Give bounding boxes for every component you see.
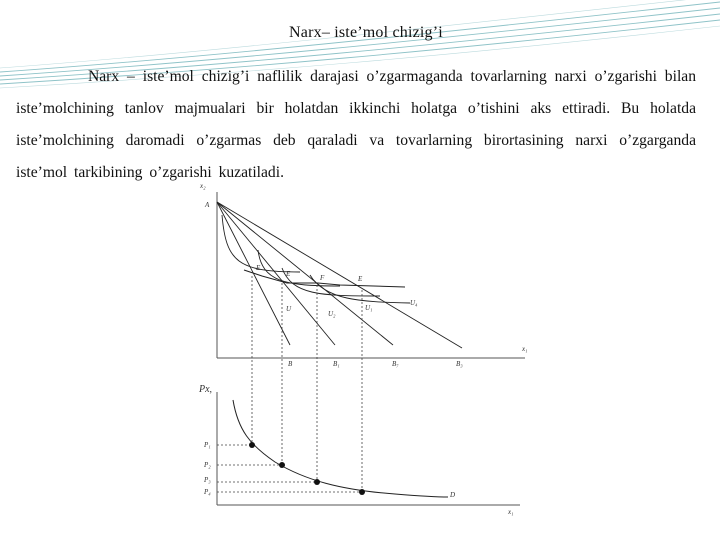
price-label-2: P₂ [204, 461, 211, 469]
price-label-1: P₁ [204, 441, 211, 449]
slide-title: Narx– iste’mol chizig’i [289, 24, 443, 41]
demand-point-4 [359, 489, 365, 495]
budget-line-4 [217, 202, 462, 348]
budget-label-2: B₁ [333, 360, 340, 368]
demand-curve [233, 400, 448, 497]
price-label-4: P₄ [204, 488, 211, 496]
demand-point-3 [314, 479, 320, 485]
top-y-axis-label: x₂ [200, 182, 206, 190]
point-label-3: F [320, 274, 325, 282]
curve-label-1: U [286, 305, 292, 313]
curve-label-4: U₄ [410, 299, 418, 307]
budget-label-3: B₇ [392, 360, 399, 368]
curve-label-3: U₁ [365, 304, 373, 312]
bottom-x-axis-label: x₁ [508, 508, 514, 516]
budget-line-3 [217, 202, 393, 345]
origin-label: A [205, 201, 210, 209]
point-label-2: E [286, 270, 291, 278]
demand-point-2 [279, 462, 285, 468]
demand-curve-label: D [450, 491, 456, 499]
budget-label-1: B [288, 360, 293, 368]
bottom-y-axis-label: Px, [199, 384, 213, 395]
indifference-curve-1 [222, 215, 300, 272]
price-label-3: P₃ [204, 476, 211, 484]
curve-label-2: U₂ [328, 310, 336, 318]
body-paragraph: Narx – iste’mol chizig’i naflilik darajasi o’zgarmaganda tovarlarning narxi o’zgarishi bilan iste’molchining tanlov majmualari bir holatdan ikkinchi holatga o’tishini aks ettiradi. Bu holatda iste’molchining daromadi o’zgarmas deb qaraladi va tovarlarning birortasining narxi o’zgarganda iste’mol tarkibining o’zgarishi kuzatiladi. [16, 68, 696, 181]
budget-label-4: B₃ [456, 360, 463, 368]
top-x-axis-label: x₁ [522, 345, 528, 353]
point-label-1: E [256, 264, 261, 272]
budget-line-2 [217, 202, 335, 345]
demand-point-1 [249, 442, 255, 448]
point-label-4: E [358, 275, 363, 283]
